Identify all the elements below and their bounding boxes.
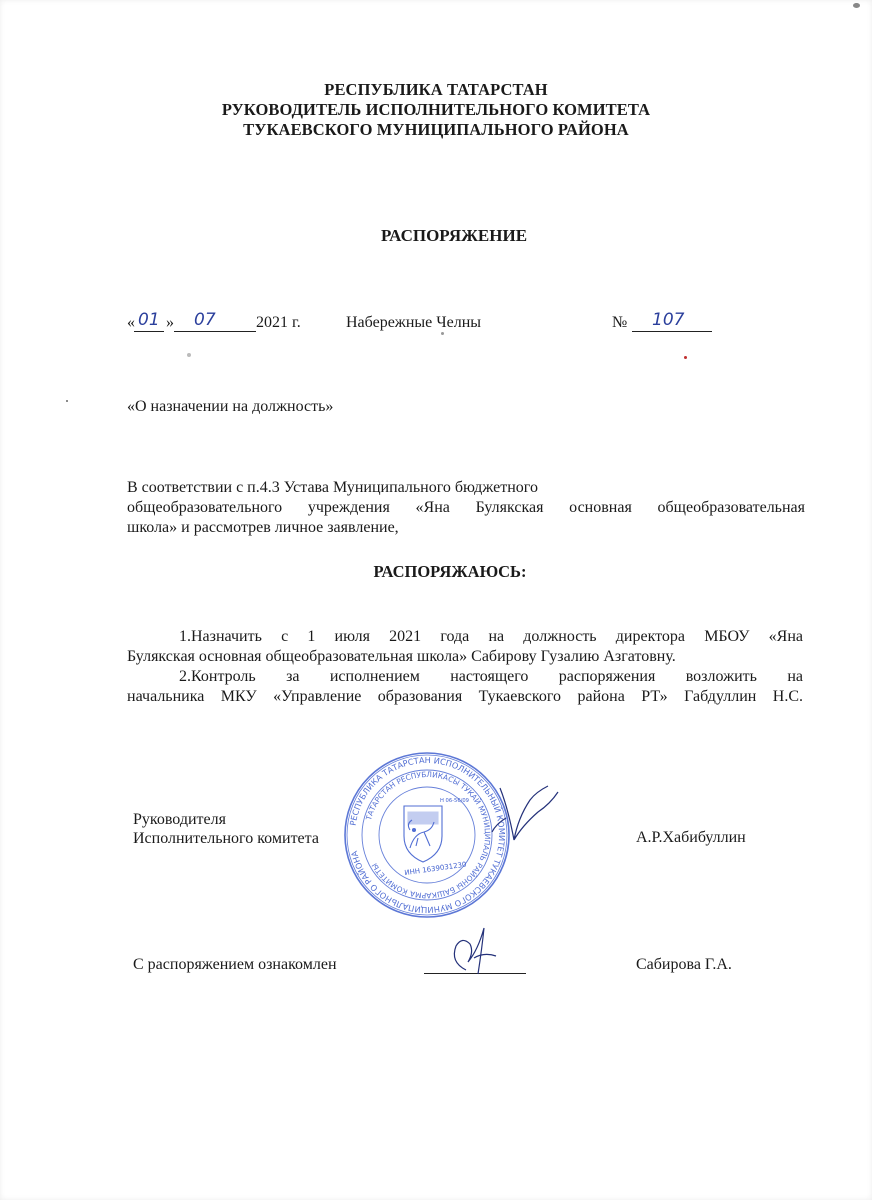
signatory-title-line-2: Исполнительного комитета <box>133 830 319 847</box>
stamp-reg-number: Н 06-56/09 <box>440 798 469 804</box>
scan-speck <box>441 332 444 335</box>
document-place: Набережные Челны <box>346 314 482 331</box>
item-2-line-1: 2.Контроль за исполнением настоящего распоряжения возложить на <box>179 668 803 685</box>
day-underline <box>134 331 164 332</box>
stamp-inn: ИНН 1639031230 <box>403 860 467 878</box>
item-2-line-2: начальника МКУ «Управление образования Тукаевского района РТ» Габдуллин Н.С. <box>127 688 803 705</box>
document-subject: «О назначении на должность» <box>127 398 334 415</box>
acknowledgement-label: С распоряжением ознакомлен <box>133 956 337 973</box>
header-line-republic: РЕСПУБЛИКА ТАТАРСТАН <box>324 80 548 99</box>
scan-speck <box>66 400 68 402</box>
date-day-handwritten: 01 <box>138 310 160 330</box>
stamp-emblem-leopard-icon <box>404 806 442 862</box>
order-heading: РАСПОРЯЖАЮСЬ: <box>373 562 527 581</box>
header-line-district: ТУКАЕВСКОГО МУНИЦИПАЛЬНОГО РАЙОНА <box>243 120 629 139</box>
number-sign: № <box>612 314 628 331</box>
scan-speck <box>853 3 860 8</box>
preamble-line-2: общеобразовательного учреждения «Яна Булякская основная общеобразовательная <box>127 499 805 516</box>
header-line-head: РУКОВОДИТЕЛЬ ИСПОЛНИТЕЛЬНОГО КОМИТЕТА <box>221 100 651 119</box>
preamble-line-3: школа» и рассмотрев личное заявление, <box>127 519 399 536</box>
preamble-paragraph <box>127 478 805 538</box>
acknowledgement-signature-icon <box>440 922 510 982</box>
item-1-line-2: Булякская основная общеобразовательная школа» Сабирову Гузалию Азгатовну. <box>127 648 676 665</box>
date-open-quote: « <box>127 314 135 331</box>
acknowledgement-name: Сабирова Г.А. <box>636 956 732 973</box>
number-underline <box>632 331 712 332</box>
month-underline <box>174 331 256 332</box>
stamp-inner-text: ТАТАРСТАН РЕСПУБЛИКАСЫ ТУКАЙ МУНИЦИПАЛЬ РАЙОНЫ БАШКАРМА КОМИТЕТЫ <box>364 769 493 901</box>
preamble-line-1: В соответствии с п.4.3 Устава Муниципального бюджетного <box>127 479 538 496</box>
order-items <box>127 627 803 707</box>
document-type-title: РАСПОРЯЖЕНИЕ <box>380 226 528 245</box>
scan-speck <box>187 353 191 357</box>
signatory-title-line-1: Руководителя <box>133 811 226 828</box>
item-1-line-1: 1.Назначить с 1 июля 2021 года на должность директора МБОУ «Яна <box>179 628 803 645</box>
stamp-outer-text: РЕСПУБЛИКА ТАТАРСТАН ИСПОЛНИТЕЛЬНЫЙ КОМИТЕТ ТУКАЕВСКОГО МУНИЦИПАЛЬНОГО РАЙОНА <box>347 754 508 916</box>
date-month-handwritten: 07 <box>194 310 216 330</box>
svg-text:ТАТАРСТАН РЕСПУБЛИКАСЫ ТУКАЙ М <box>364 770 492 900</box>
signatory-name: А.Р.Хабибуллин <box>636 829 746 846</box>
document-number-handwritten: 107 <box>652 310 685 330</box>
date-number-line <box>0 312 872 338</box>
date-year: 2021 г. <box>256 314 301 331</box>
signatory-title <box>133 810 319 848</box>
date-close-quote: » <box>166 314 174 331</box>
scan-speck <box>684 356 687 359</box>
director-signature-icon <box>478 778 568 858</box>
document-header <box>0 80 872 140</box>
